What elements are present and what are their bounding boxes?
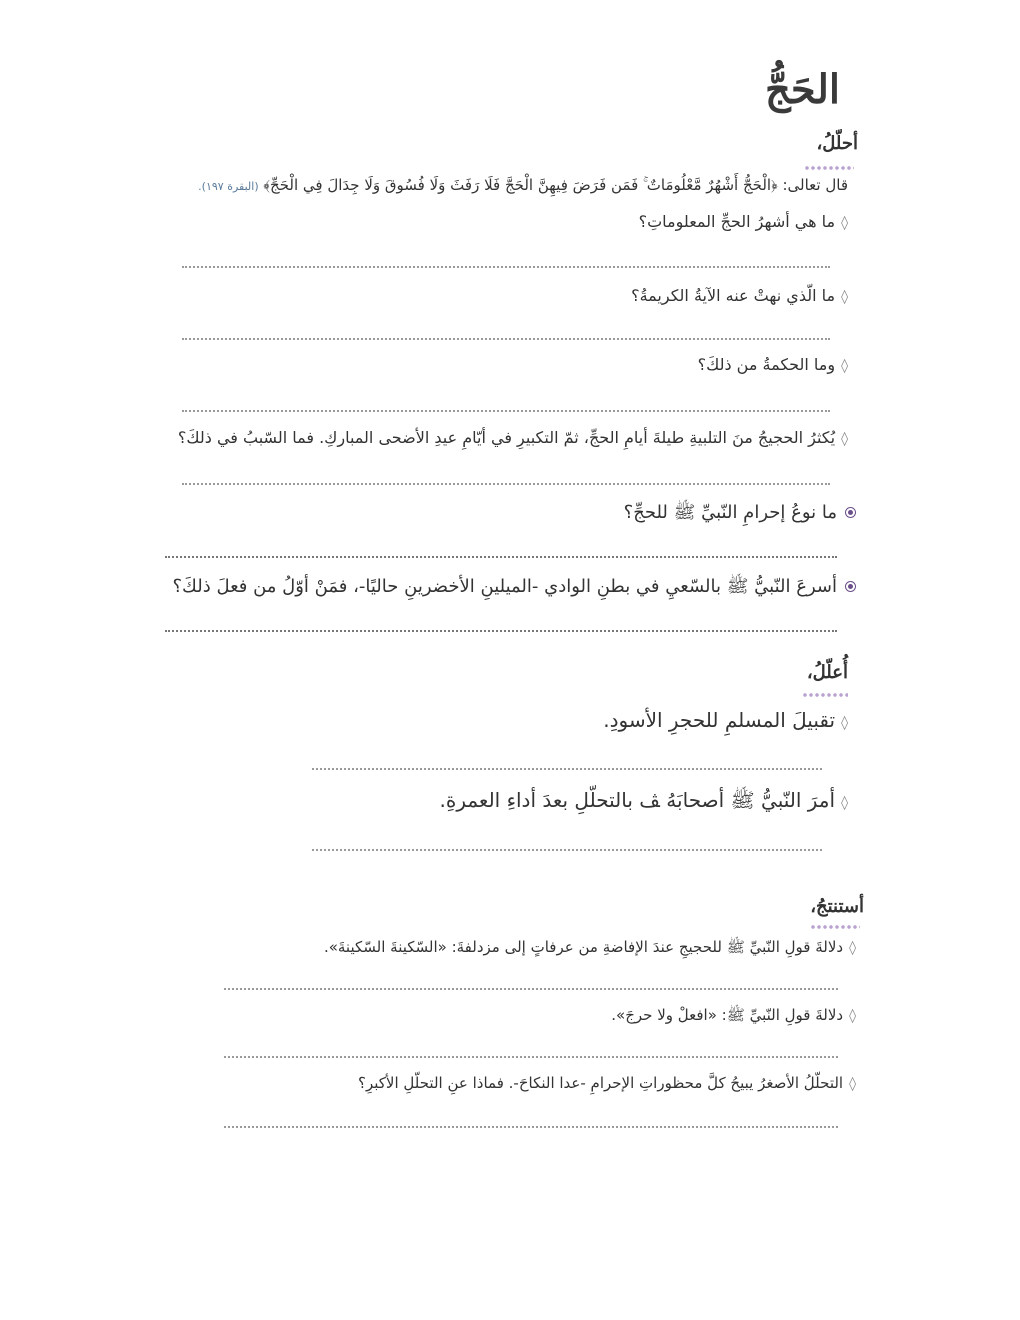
question-2 (631, 286, 848, 305)
verse-text: قال تعالى: ﴿الْحَجُّ أَشْهُرٌ مَّعْلُومَاتٌ ۚ فَمَن فَرَضَ فِيهِنَّ الْحَجَّ فَلَا رَفَثَ وَلَا فُسُوقَ وَلَا جِدَالَ فِي الْحَجِّ﴾ (263, 176, 848, 194)
diamond-bullet-icon: ◊ (841, 431, 848, 447)
answer-line[interactable] (182, 338, 830, 340)
conclude-item-1 (324, 938, 856, 960)
question-text: ما نوعُ إحرامِ النّبيِّ ﷺ للحجِّ؟ (623, 502, 837, 523)
question-text: دلالةَ قولِ النّبيِّ ﷺ للحجيجِ عندَ الإفاضةِ من عرفاتٍ إلى مزدلفةَ: «السّكينةَ السّكينةَ». (323, 938, 844, 956)
conclude-item-2 (611, 1006, 856, 1028)
question-1 (639, 212, 848, 231)
answer-line[interactable] (182, 410, 830, 412)
answer-line[interactable] (165, 630, 837, 632)
explain-item-2 (439, 788, 848, 817)
heading-underline (802, 692, 848, 698)
answer-line[interactable] (312, 849, 822, 851)
section-heading-analyze: أحلّلُ، (816, 133, 858, 154)
diamond-bullet-icon: ◊ (849, 1076, 856, 1092)
question-text: وما الحكمةُ من ذلكَ؟ (697, 355, 836, 374)
radio-bullet-icon (845, 581, 856, 592)
heading-underline (810, 924, 860, 930)
diamond-bullet-icon: ◊ (841, 215, 848, 231)
diamond-bullet-icon: ◊ (841, 289, 848, 305)
question-6 (173, 575, 857, 601)
answer-line[interactable] (224, 1056, 838, 1058)
answer-line[interactable] (182, 266, 830, 268)
question-5 (624, 501, 856, 527)
answer-line[interactable] (312, 768, 822, 770)
question-text: أمرَ النّبيُّ ﷺ أصحابَهُ ﭫ بالتحلّلِ بعدَ أداءِ العمرةِ. (439, 788, 836, 812)
radio-bullet-icon (845, 507, 856, 518)
question-text: أسرعَ النّبيُّ ﷺ بالسّعيِ في بطنِ الوادي -الميلينِ الأخضرينِ حاليًا-، فمَنْ أوّلُ من فعلَ ذلكَ؟ (172, 576, 837, 597)
question-text: يُكثرُ الحجيجُ منَ التلبيةِ طيلةَ أيامِ الحجِّ، ثمّ التكبيرِ في أيّامِ عيدِ الأضحى المباركِ. فما السّببُ في ذلكَ؟ (177, 428, 836, 447)
question-text: ما الّذي نهتْ عنه الآيةُ الكريمةُ؟ (631, 286, 836, 305)
diamond-bullet-icon: ◊ (849, 940, 856, 956)
question-text: ما هي أشهرُ الحجِّ المعلوماتِ؟ (638, 212, 836, 231)
answer-line[interactable] (224, 988, 838, 990)
section-heading-explain: أُعلّلُ، (806, 662, 848, 683)
diamond-bullet-icon: ◊ (841, 795, 848, 811)
verse-reference: (البقرة ١٩٧). (198, 180, 259, 193)
quran-verse (198, 176, 848, 194)
section-heading-conclude: أستنتجُ، (810, 896, 864, 917)
answer-line[interactable] (224, 1126, 838, 1128)
explain-item-1 (603, 708, 848, 732)
question-4 (178, 428, 848, 447)
diamond-bullet-icon: ◊ (849, 1008, 856, 1024)
page-title: الحَجُّ (765, 66, 840, 113)
answer-line[interactable] (182, 483, 830, 485)
question-text: دلالةَ قولِ النّبيِّ ﷺ: «افعلْ ولا حرجَ». (611, 1006, 844, 1024)
diamond-bullet-icon: ◊ (841, 358, 848, 374)
diamond-bullet-icon: ◊ (841, 715, 848, 731)
question-text: تقبيلَ المسلمِ للحجرِ الأسودِ. (603, 708, 836, 732)
question-3 (698, 355, 848, 374)
conclude-item-3 (358, 1074, 856, 1092)
heading-underline (804, 165, 854, 171)
question-text: التحلّلُ الأصغرُ يبيحُ كلَّ محظوراتِ الإحرامِ -عدا النكاحَ-. فماذا عنِ التحلّلِ الأكبرِ؟ (358, 1074, 844, 1092)
answer-line[interactable] (165, 556, 837, 558)
